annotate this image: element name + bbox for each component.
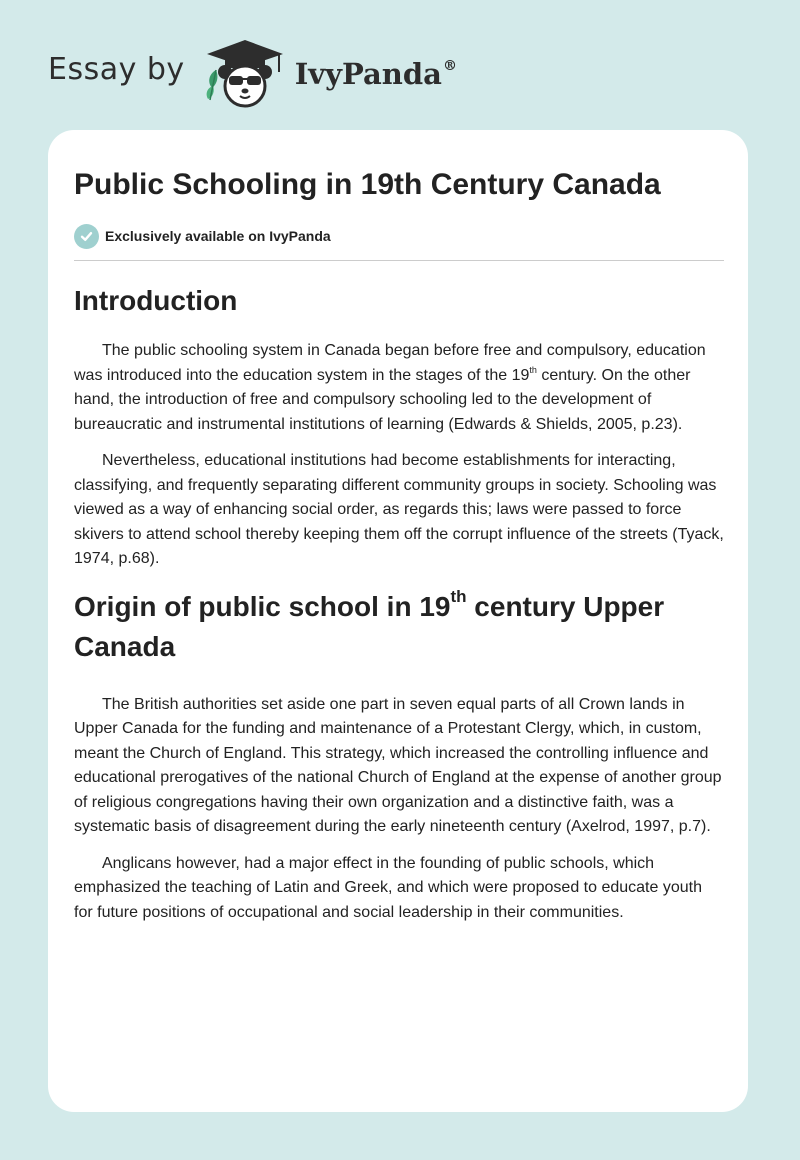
paragraph-text: century. On the other hand, the introduction of free and compulsory schooling led to the development of bureaucratic and instrumental institutions of learning (Edwards & Shields, 2005, p.23). [74,366,691,433]
essay-by-label: Essay by [48,51,185,87]
paragraph-origin-2: Anglicans however, had a major effect in the founding of public schools, which emphasized the teaching of Latin and Greek, and which were proposed to educate youth for future positions of occupational and social leadership in their communities. [74,854,702,921]
essay-content [74,164,724,925]
title-divider [74,260,724,261]
brand-logo-text[interactable] [295,57,457,91]
check-icon [74,224,99,249]
essay-card [48,130,748,1112]
exclusive-badge [74,223,724,249]
site-header [48,36,457,108]
section-heading-origin [74,587,724,667]
paragraph-text: The public schooling system in Canada began before free and compulsory, education was introduced into the education system in the stages of the 19 [74,342,706,384]
essay-title: Public Schooling in 19th Century Canada [74,168,661,201]
paragraph-intro-2: Nevertheless, educational institutions had become establishments for interacting, classifying, and frequently separating different community groups in society. Schooling was viewed as a way of enhancing social order, as regards this; laws were passed to force skivers to attend school thereby keeping them off the corrupt influence of the streets (Tyack, 1974, p.68). [74,452,724,567]
superscript: th [529,364,537,375]
panda-graduate-icon[interactable] [199,36,291,108]
brand-name: IvyPanda [294,57,442,91]
section-heading-introduction: Introduction [74,285,238,316]
paragraph-intro-1 [74,339,724,437]
heading-text: century Upper Canada [74,590,665,662]
superscript: th [450,586,467,606]
registered-mark: ® [442,58,457,74]
paragraph-origin-1: The British authorities set aside one part in seven equal parts of all Crown lands in Upper Canada for the funding and maintenance of a Protestant Clergy, which, in custom, meant the Church of England. This strategy, which increased the controlling influence and educational prerogatives of the national Church of England at the expense of another group of religious congregations having their own organization and a distinctive faith, was a systematic basis of disagreement during the early nineteenth century (Axelrod, 1997, p.7). [74,695,722,835]
exclusive-badge-text: Exclusively available on IvyPanda [105,228,331,244]
heading-text: Origin of public school in 19 [74,590,451,622]
